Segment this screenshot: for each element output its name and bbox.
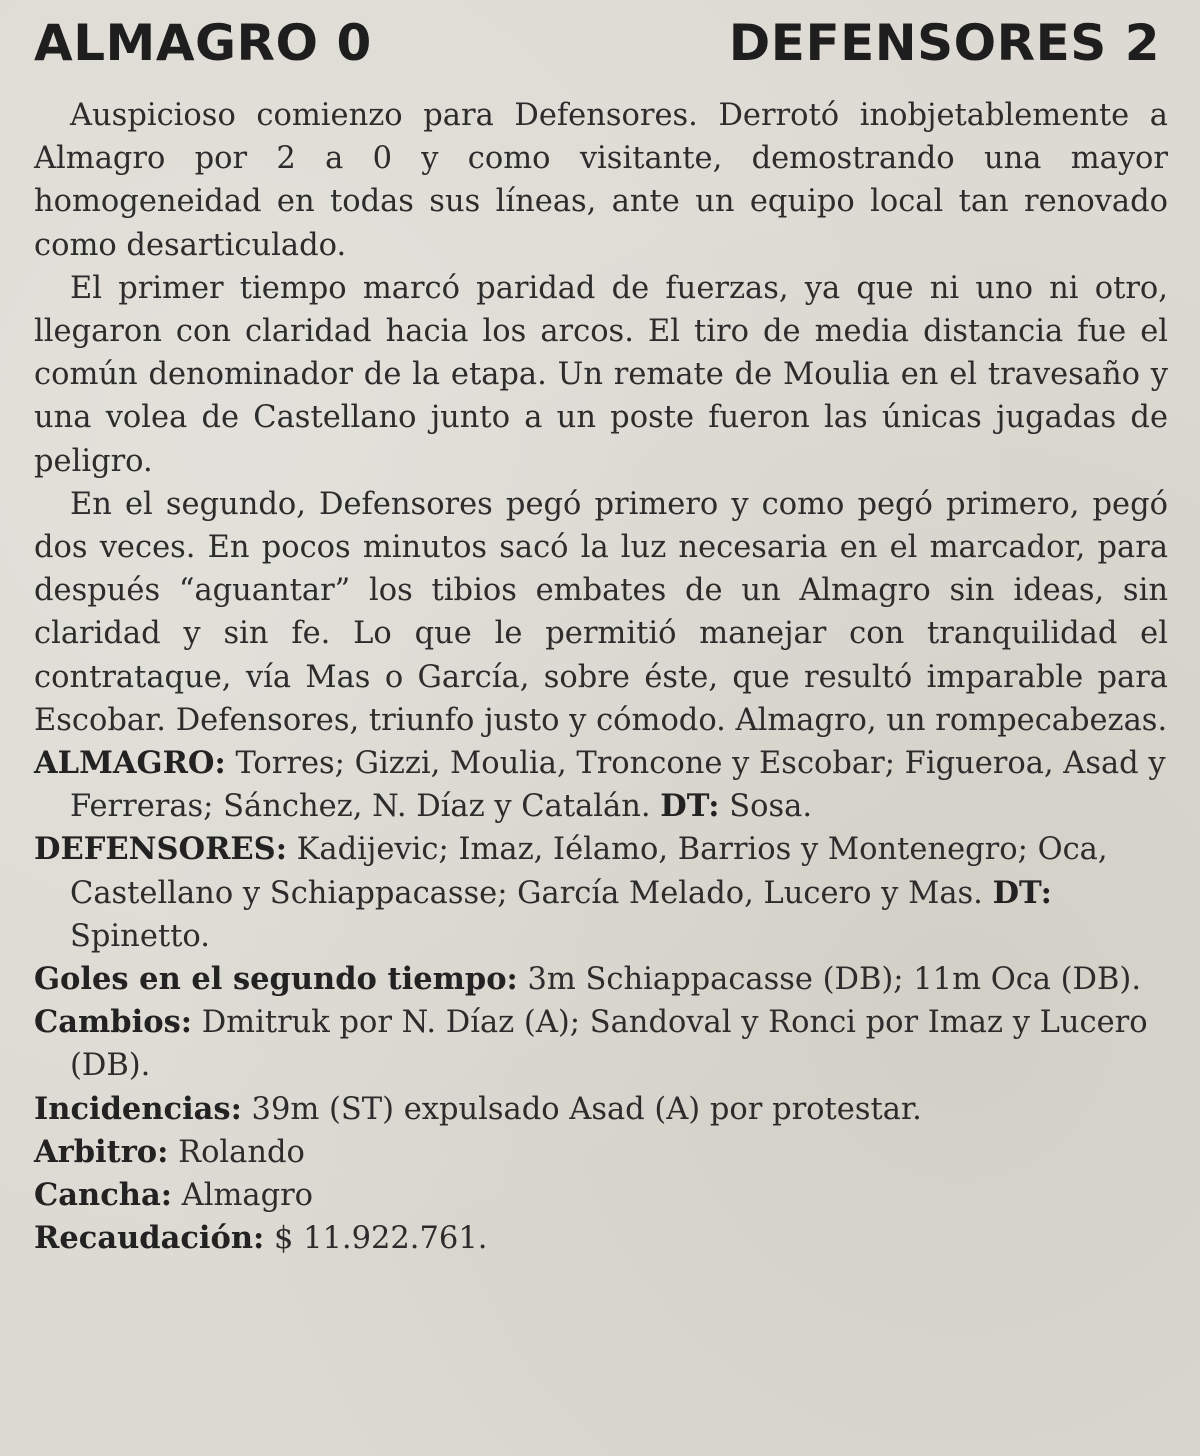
lineup-defensores-dt: Spinetto. [70,918,210,954]
venue-text: Almagro [171,1178,314,1214]
match-facts [34,742,1168,1260]
incidents-line [34,1088,1168,1131]
venue-label: Cancha: [34,1177,172,1214]
gate-receipts-label: Recaudación: [34,1220,265,1257]
report-paragraph-1: Auspicioso comienzo para Defensores. Derrotó inobjetablemente a Almagro por 2 a 0 y como visitante, demostrando una mayor homogeneidad en todas sus líneas, ante un equipo local tan renovado como desarticulado. [34,98,1168,263]
referee-label: Arbitro: [34,1133,169,1170]
lineup-almagro-players: Torres; Gizzi, Moulia, Troncone y Escobar; Figueroa, Asad y Ferreras; Sánchez, N. Díaz y Catalán. [70,746,1166,825]
match-report [34,94,1168,742]
substitutions-line [34,1001,1168,1087]
venue-line [34,1174,1168,1217]
report-paragraph-3: En el segundo, Defensores pegó primero y como pegó primero, pegó dos veces. En pocos minutos sacó la luz necesaria en el marcador, para después “aguantar” los tibios embates de un Almagro sin ideas, sin claridad y sin fe. Lo que le permitió manejar con tranquilidad el contrataque, vía Mas o García, sobre éste, que resultó imparable para Escobar. Defensores, triunfo justo y cómodo. Almagro, un rompecabezas. [34,486,1168,738]
away-team-score: DEFENSORES 2 [728,14,1160,72]
match-headline [34,12,1168,74]
gate-receipts-line [34,1217,1168,1260]
goals-line [34,958,1168,1001]
report-paragraph-2: El primer tiempo marcó paridad de fuerzas, ya que ni uno ni otro, llegaron con claridad hacia los arcos. El tiro de media distancia fue el común denominador de la etapa. Un remate de Moulia en el travesaño y una volea de Castellano junto a un poste fueron las únicas jugadas de peligro. [34,270,1168,479]
referee-text: Rolando [168,1134,305,1170]
substitutions-text: Dmitruk por N. Díaz (A); Sandoval y Ronci por Imaz y Lucero (DB). [70,1005,1148,1084]
lineup-defensores [34,828,1168,958]
goals-label: Goles en el segundo tiempo: [34,961,518,998]
gate-receipts-text: $ 11.922.761. [264,1221,488,1257]
referee-line [34,1131,1168,1174]
lineup-almagro [34,742,1168,828]
home-team-score: ALMAGRO 0 [34,14,372,72]
lineup-almagro-label: ALMAGRO: [34,745,226,782]
incidents-label: Incidencias: [34,1090,242,1127]
lineup-almagro-dt: Sosa. [719,789,813,825]
lineup-defensores-label: DEFENSORES: [34,831,287,868]
lineup-defensores-dt-label: DT: [992,874,1052,911]
lineup-almagro-dt-label: DT: [660,788,720,825]
goals-text: 3m Schiappacasse (DB); 11m Oca (DB). [517,962,1142,998]
incidents-text: 39m (ST) expulsado Asad (A) por protestar. [241,1091,922,1127]
lineup-defensores-players: Kadijevic; Imaz, Iélamo, Barrios y Montenegro; Oca, Castellano y Schiappacasse; García Melado, Lucero y Mas. [70,832,1108,911]
substitutions-label: Cambios: [34,1004,192,1041]
